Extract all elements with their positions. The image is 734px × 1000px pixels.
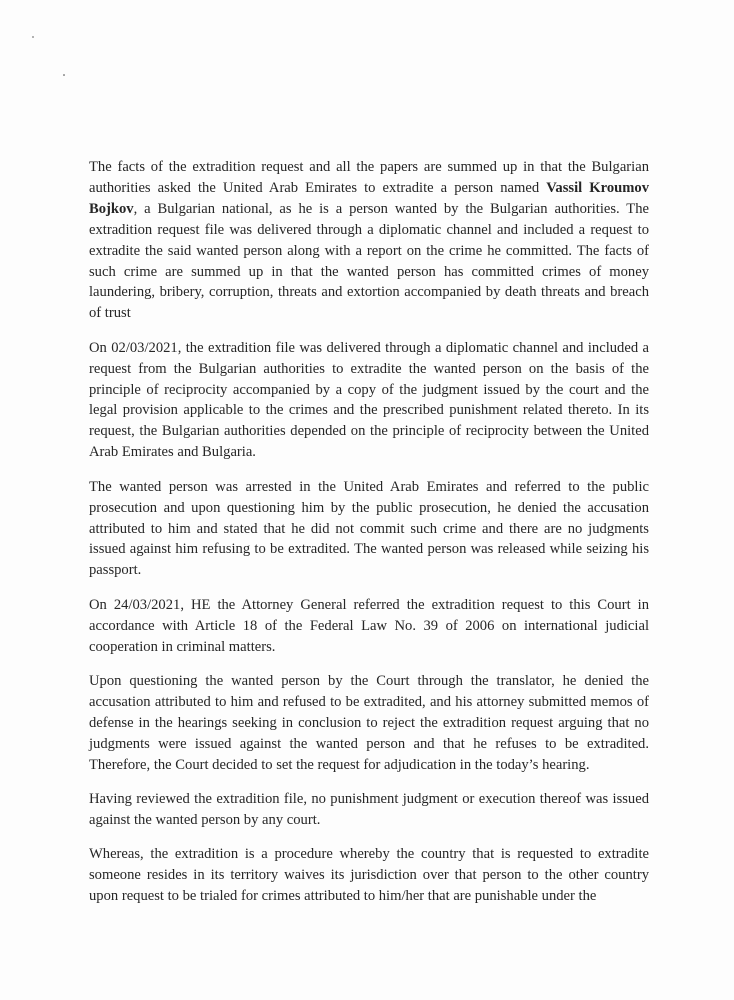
paragraph-text-before: The facts of the extradition request and all the papers are summed up in that the Bulgarian authorities asked the United Arab Emirates to extradite a person named: [89, 159, 649, 196]
scan-speck: [63, 74, 65, 76]
paragraph-file-delivery: On 02/03/2021, the extradition file was delivered through a diplomatic channel and included a request from the Bulgarian authorities to extradite the wanted person on the basis of the principle of reciprocity accompanied by a copy of the judgment issued by the court and the legal provision applicable to the crimes and the prescribed punishment related thereto. In its request, the Bulgarian authorities depended on the principle of reciprocity between the United Arab Emirates and Bulgaria.: [89, 339, 649, 461]
paragraph-extradition-definition: Whereas, the extradition is a procedure whereby the country that is requested to extradite someone resides in its territory waives its jurisdiction over that person to the other country upon request to be trialed for crimes attributed to him/her that are punishable under the: [89, 846, 649, 905]
paragraph-extradition-facts: [89, 157, 649, 324]
document-body: [89, 157, 649, 907]
paragraph-file-review: Having reviewed the extradition file, no punishment judgment or execution thereof was issued against the wanted person by any court.: [89, 790, 649, 828]
wanted-person-name: Vassil Kroumov Bojkov: [89, 179, 649, 217]
paragraph-referral: On 24/03/2021, HE the Attorney General referred the extradition request to this Court in accordance with Article 18 of the Federal Law No. 39 of 2006 on international judicial cooperation in criminal matters.: [89, 596, 649, 655]
paragraph-arrest: The wanted person was arrested in the United Arab Emirates and referred to the public prosecution and upon questioning him by the public prosecution, he denied the accusation attributed to him and stated that he did not commit such crime and there are no judgments issued against him refusing to be extradited. The wanted person was released while seizing his passport.: [89, 478, 649, 579]
scan-speck: [32, 36, 34, 38]
paragraph-court-questioning: Upon questioning the wanted person by the Court through the translator, he denied the accusation attributed to him and refused to be extradited, and his attorney submitted memos of defense in the hearings seeking in conclusion to reject the extradition request arguing that no judgments were issued against the wanted person and that he refuses to be extradited. Therefore, the Court decided to set the request for adjudication in the today’s hearing.: [89, 672, 649, 773]
paragraph-text-after: , a Bulgarian national, as he is a person wanted by the Bulgarian authorities. The extradition request file was delivered through a diplomatic channel and included a request to extradite the said wanted person along with a report on the crime he committed. The facts of such crime are summed up in that the wanted person has committed crimes of money laundering, bribery, corruption, threats and extortion accompanied by death threats and breach of trust: [89, 200, 649, 322]
